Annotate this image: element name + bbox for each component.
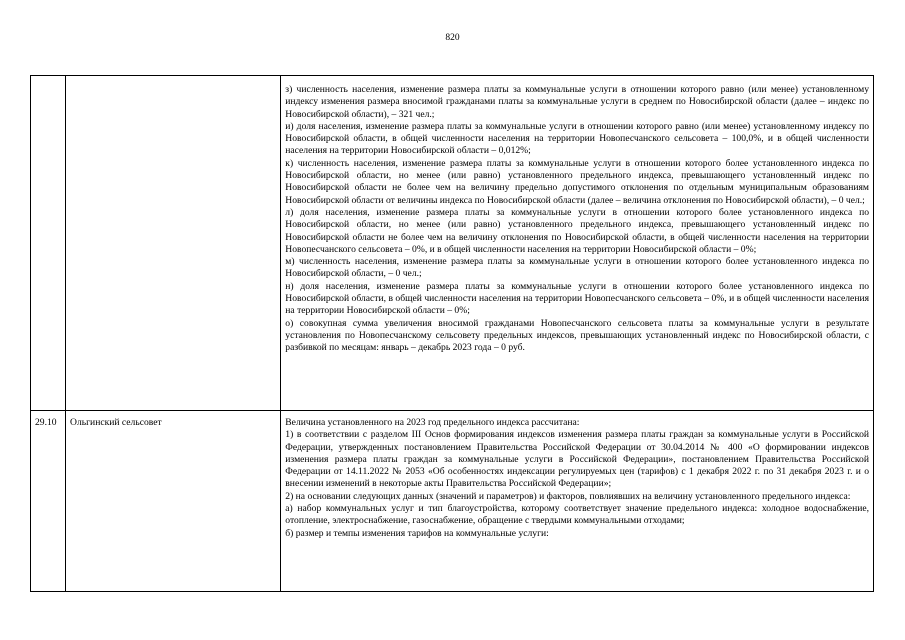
municipality-name-cell [66, 411, 281, 592]
municipality-name: Ольгинский сельсовет [70, 417, 162, 428]
paragraph-m: м) численность населения, изменение размера платы за коммунальные услуги в отношении которого более установленного индекса по Новосибирской области, – 0 чел.; [285, 256, 869, 280]
page-number: 820 [445, 33, 460, 43]
paragraph-2: 2) на основании следующих данных (значений и параметров) и факторов, повлиявших на величину установленного предельного индекса: [285, 490, 851, 502]
paragraph-n: н) доля населения, изменение размера платы за коммунальные услуги в отношении которого более установленного индекса по Новосибирской области, в общей численности населения на территории Новопесчанского сельсовета – 0%, и в общей численности населения на территории Новосибирской области – 0%; [285, 280, 869, 317]
row-number: 29.10 [35, 417, 57, 428]
row-number [31, 76, 65, 84]
description-cell [281, 411, 874, 592]
table-row [31, 76, 874, 411]
municipality-name [66, 76, 280, 84]
municipality-name-cell [66, 76, 281, 411]
table-row [31, 411, 874, 592]
row-number-cell [31, 411, 66, 592]
paragraph-a: а) набор коммунальных услуг и тип благоустройства, которому соответствует значение предельного индекса: холодное водоснабжение, отопление, электроснабжение, газоснабжение, обращение с твердыми коммунальными отходами; [285, 503, 869, 527]
paragraph-l: л) доля населения, изменение размера платы за коммунальные услуги в отношении которого более установленного индекса по Новосибирской области, но менее (или равно) установленного предельного индекса, превышающего установленный индекс по Новосибирской области не более чем на величину отклонения по Новосибирской области, в общей численности населения на территории Новопесчанского сельсовета – 0%, и в общей численности населения на территории Новосибирской области – 0%; [285, 206, 869, 255]
row-number-cell [31, 76, 66, 411]
description-cell [281, 76, 874, 411]
paragraph-intro: Величина установленного на 2023 год предельного индекса рассчитана: [285, 417, 580, 428]
paragraph-o: о) совокупная сумма увеличения вносимой гражданами Новопесчанского сельсовета платы за коммунальные услуги в результате установления по Новопесчанскому сельсовету предельных индексов, превышающих установленный индекс по Новосибирской области, с разбивкой по месяцам: январь – декабрь 2023 года – 0 руб. [285, 317, 869, 354]
paragraph-b: б) размер и темпы изменения тарифов на коммунальные услуги: [285, 527, 549, 539]
paragraph-i: и) доля населения, изменение размера платы за коммунальные услуги в отношении которого равно (или менее) установленному индексу по Новосибирской области, в общей численности населения на территории Новопесчанского сельсовета – 100,0%, и в общей численности населения на территории Новосибирской области – 0,012%; [285, 120, 869, 157]
paragraph-1: 1) в соответствии с разделом III Основ формирования индексов изменения размера платы граждан за коммунальные услуги в Российской Федерации, утвержденных постановлением Правительства Российской Федерации от 30.04.2014 № 400 «О формировании индексов изменения размера платы граждан за коммунальные услуги в Российской Федерации», постановлением Правительства Российской Федерации от 14.11.2022 № 2053 «Об особенностях индексации регулируемых цен (тарифов) с 1 декабря 2022 г. по 31 декабря 2023 г. и о внесении изменений в некоторые акты Правительства Российской Федерации»; [285, 429, 869, 490]
paragraph-z: з) численность населения, изменение размера платы за коммунальные услуги в отношении которого равно (или менее) установленному индексу изменения размера вносимой гражданами платы за коммунальные услуги в среднем по Новосибирской области (далее – индекс по Новосибирской области), – 321 чел.; [285, 84, 869, 120]
paragraph-k: к) численность населения, изменение размера платы за коммунальные услуги в отношении которого более установленного индекса по Новосибирской области, но менее (или равно) установленного предельного индекса, превышающего установленный индекс по Новосибирской области не более чем на величину предельно допустимого отклонения по отдельным муниципальным образованиям Новосибирской области от величины индекса по Новосибирской области (далее – величина отклонения по Новосибирской области), – 0 чел.; [285, 157, 869, 206]
tariff-index-table [30, 75, 874, 592]
